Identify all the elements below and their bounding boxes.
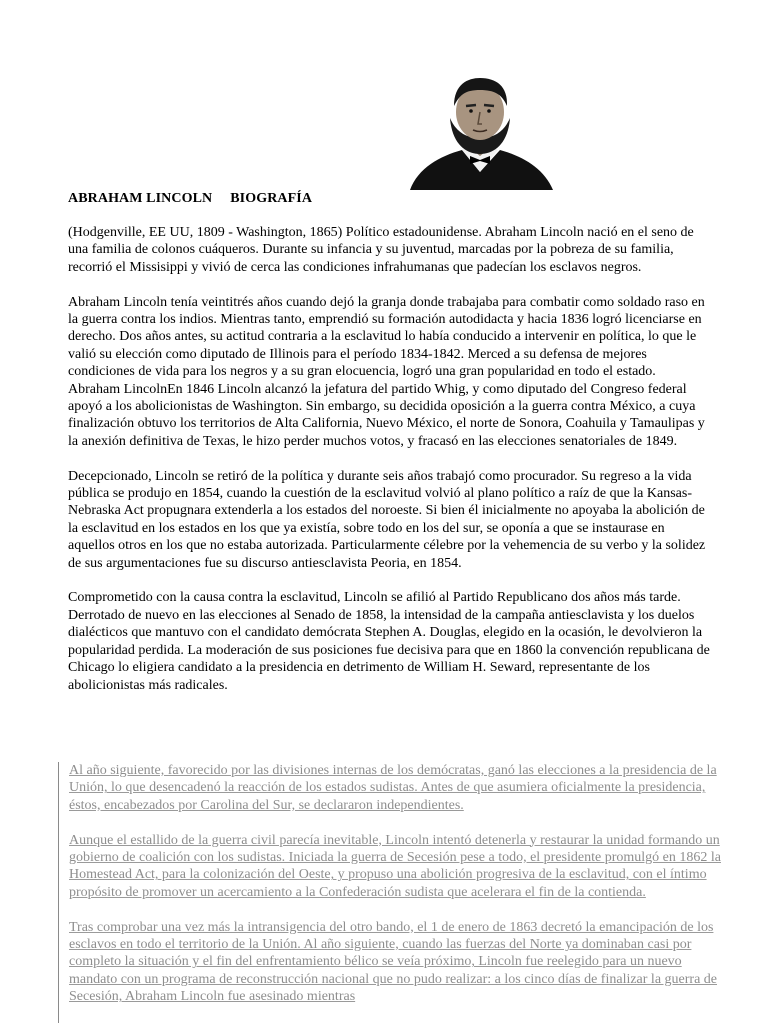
- faded-preview-section: [58, 762, 729, 1023]
- faded-paragraph-1: Al año siguiente, favorecido por las divisiones internas de los demócratas, ganó las elecciones a la presidencia de la Unión, lo que desencadenó la reacción de los estados sudistas. Antes de que asumiera oficialmente la presidencia, éstos, encabezados por Carolina del Sur, se declararon independientes.: [69, 763, 717, 813]
- paragraph-3: Decepcionado, Lincoln se retiró de la política y durante seis años trabajó como procurador. Su regreso a la vida pública se produjo en 1854, cuando la cuestión de la esclavitud volvió al plano político a raíz de que la Kansas-Nebraska Act propugnara extenderla a los estados del noroeste. Si bien él inicialmente no apoyaba la abolición de la esclavitud en los estados en los que ya existía, sobre todo en los del sur, se oponía a que se instaurase en aquellos otros en los que no estaba autorizada. Particularmente célebre por la vehemencia de su verbo y la solidez de sus argumentaciones fue su discurso antiesclavista Peoria, en 1854.: [68, 468, 706, 571]
- document-title: ABRAHAM LINCOLN: [68, 191, 213, 206]
- document-heading: [68, 191, 312, 207]
- document-body: [68, 224, 714, 711]
- document-subtitle: BIOGRAFÍA: [230, 191, 313, 206]
- paragraph-1: (Hodgenville, EE UU, 1809 - Washington, 1865) Político estadounidense. Abraham Lincoln nació en el seno de una familia de colonos cuáqueros. Durante su infancia y su juventud, marcadas por la pobreza de su familia, recorrió el Missisippi y vivió de cerca las condiciones infrahumanas que padecían los esclavos negros.: [68, 225, 694, 275]
- paragraph-4: Comprometido con la causa contra la esclavitud, Lincoln se afilió al Partido Republicano dos años más tarde. Derrotado de nuevo en las elecciones al Senado de 1858, la intensidad de la campaña antiesclavista y los duelos dialécticos que mantuvo con el candidato demócrata Stephen A. Douglas, elegido en la ocasión, le devolvieron la popularidad perdida. La moderación de sus posiciones fue decisiva para que en 1860 la convención republicana de Chicago lo eligiera candidato a la presidencia en detrimento de William H. Seward, representante de los abolicionistas más radicales.: [68, 590, 710, 693]
- paragraph-2: Abraham Lincoln tenía veintitrés años cuando dejó la granja donde trabajaba para combatir como soldado raso en la guerra contra los indios. Mientras tanto, emprendió su formación autodidacta y hacia 1836 logró licenciarse en derecho. Dos años antes, su actitud contraria a la esclavitud lo había conducido a intervenir en política, lo que le valió su elección como diputado de Illinois para el período 1834-1842. Merced a su defensa de mejores condiciones de vida para los negros y a su gran elocuencia, logró una gran popularidad en todo el estado. Abraham LincolnEn 1846 Lincoln alcanzó la jefatura del partido Whig, y como diputado del Congreso federal apoyó a los abolicionistas de Washington. Sin embargo, su decidida oposición a la guerra contra México, a cuya finalización obtuvo los territorios de Alta California, Nuevo México, el norte de Sonora, Coahuila y Tamaulipas y la anexión definitiva de Texas, le hizo perder muchos votos, y fracasó en las elecciones senatoriales de 1849.: [68, 294, 709, 449]
- faded-paragraph-3: Tras comprobar una vez más la intransigencia del otro bando, el 1 de enero de 1863 decretó la emancipación de los esclavos en todo el territorio de la Unión. Al año siguiente, cuando las fuerzas del Norte ya dominaban casi por completo la situación y el fin del enfrentamiento bélico se veía próximo, Lincoln fue reelegido para un nuevo mandato con un programa de reconstrucción nacional que no pudo realizar: a los cinco días de finalizar la guerra de Secesión, Abraham Lincoln fue asesinado mientras: [69, 919, 718, 1005]
- lincoln-portrait: [410, 76, 553, 190]
- faded-paragraph-2: Aunque el estallido de la guerra civil parecía inevitable, Lincoln intentó detenerla y restaurar la unidad formando un gobierno de coalición con los sudistas. Iniciada la guerra de Secesión pese a todo, el presidente promulgó en 1862 la Homestead Act, para la colonización del Oeste, y propuso una abolición progresiva de la esclavitud, con el íntimo propósito de promover un acercamiento a la Confederación sudista que acelerara el fin de la contienda.: [69, 832, 721, 900]
